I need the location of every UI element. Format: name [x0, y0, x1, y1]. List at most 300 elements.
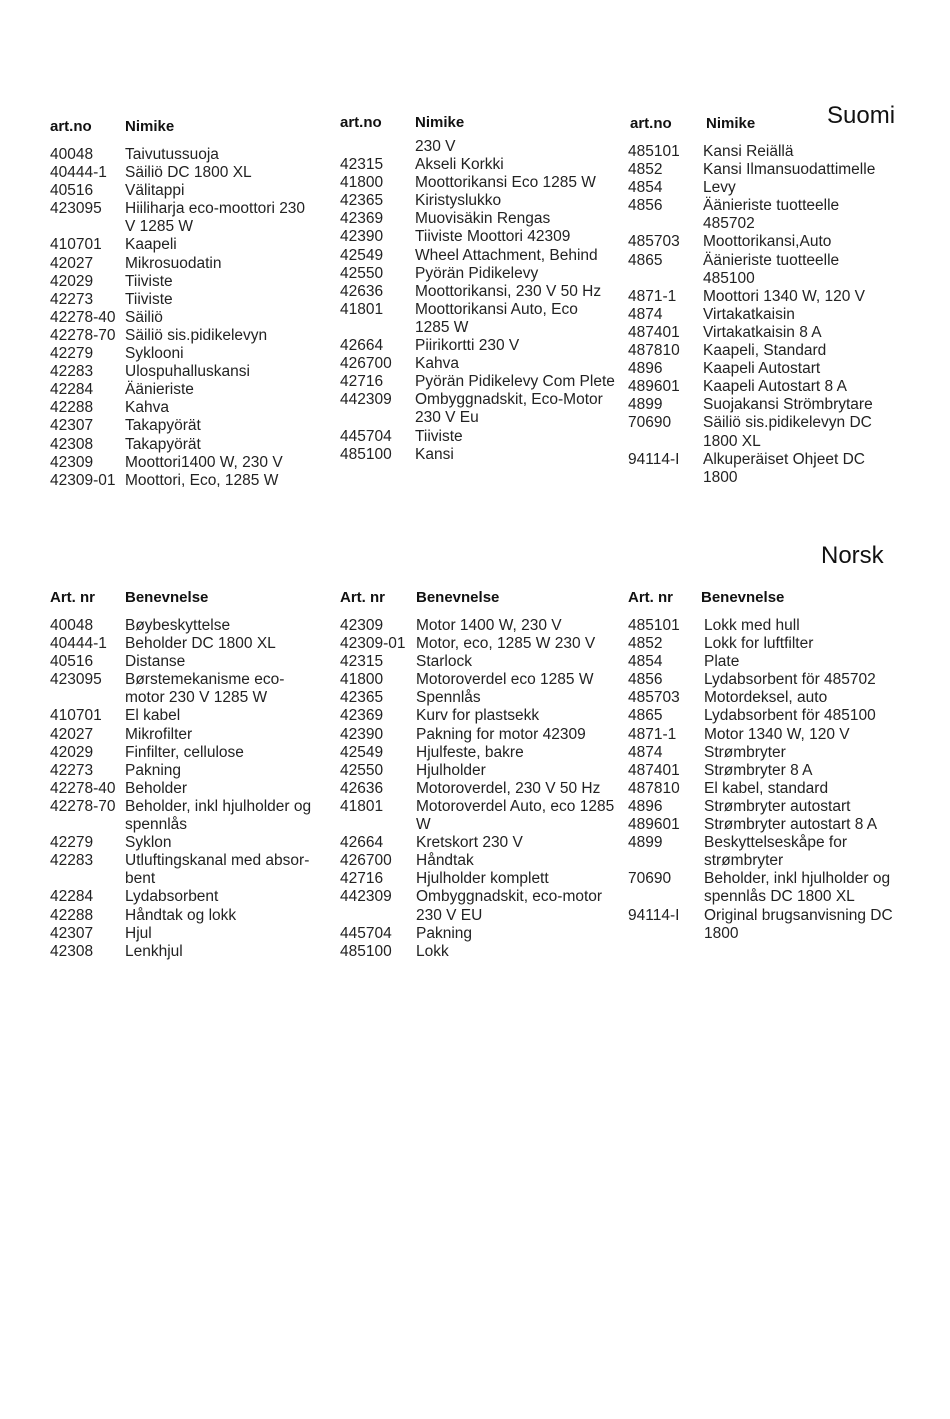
article-number: 4874 — [628, 305, 663, 323]
list-item — [628, 396, 893, 414]
list-item — [50, 291, 310, 309]
part-name: Hjulfeste, bakre — [416, 743, 524, 761]
article-number: 489601 — [628, 378, 680, 396]
article-number: 40444-1 — [50, 164, 107, 182]
part-name: Säiliö — [125, 308, 163, 326]
part-name: Beholder — [125, 779, 188, 797]
list-item — [628, 798, 893, 816]
parts-list — [340, 156, 615, 464]
part-name: Motoroverdel eco 1285 W — [416, 671, 594, 689]
list-item — [628, 451, 893, 487]
part-name: Säiliö sis.pidikelevyn — [125, 326, 268, 344]
part-name: El kabel, standard — [704, 779, 829, 797]
part-name: Virtakatkaisin 8 A — [703, 323, 822, 341]
list-item — [50, 852, 312, 888]
article-number: 426700 — [340, 355, 392, 373]
list-item — [340, 653, 615, 671]
article-number: 4871-1 — [628, 725, 677, 743]
list-item — [628, 143, 893, 161]
article-number: 42029 — [50, 743, 94, 761]
part-name: Motordeksel, auto — [704, 689, 828, 707]
part-name: Pyörän Pidikelevy Com Plete — [415, 373, 615, 391]
part-name: Kansi Reiällä — [703, 143, 794, 160]
article-number: 4874 — [628, 743, 663, 761]
part-name: Moottori, Eco, 1285 W — [125, 471, 279, 489]
article-number: 4865 — [628, 251, 663, 269]
parts-list — [50, 146, 310, 490]
article-number: 42315 — [340, 653, 384, 671]
list-item — [340, 726, 615, 744]
article-number: 4854 — [628, 653, 663, 671]
part-name: Moottorikansi, 230 V 50 Hz — [415, 282, 602, 300]
part-name: Beholder DC 1800 XL — [125, 635, 276, 653]
part-name: Lenkhjul — [125, 942, 183, 960]
part-name: Moottori1400 W, 230 V — [125, 453, 283, 471]
list-item — [628, 197, 893, 233]
article-number: 487401 — [628, 761, 680, 779]
list-item — [50, 182, 310, 200]
part-name: Mikrosuodatin — [125, 254, 222, 272]
part-name: Kaapeli Autostart 8 A — [703, 378, 847, 396]
list-item — [50, 236, 310, 254]
list-item — [628, 689, 893, 707]
article-number: 42636 — [340, 282, 384, 300]
article-number: 4899 — [628, 834, 663, 852]
list-item — [628, 816, 893, 834]
list-item — [50, 454, 310, 472]
article-number: 42279 — [50, 345, 94, 363]
article-number: 410701 — [50, 707, 102, 725]
list-item — [50, 726, 312, 744]
part-name: Pakning for motor 42309 — [416, 725, 586, 743]
part-name: Beholder, inkl hjulholder og spennlås DC 1800 XL — [704, 870, 891, 906]
header-art-no: Art. nr — [340, 589, 385, 606]
list-item — [628, 780, 893, 798]
list-item — [340, 762, 615, 780]
article-number: 4865 — [628, 707, 663, 725]
part-name: Äänieriste tuotteelle 485702 — [703, 197, 840, 233]
article-number: 70690 — [628, 870, 672, 888]
part-name: Beskyttelseskåpe for strømbryter — [704, 834, 848, 870]
part-name: Välitappi — [125, 182, 185, 200]
list-item — [628, 252, 893, 288]
article-number: 94114-I — [628, 450, 680, 468]
article-number: 41800 — [340, 671, 384, 689]
part-name: Säiliö sis.pidikelevyn DC 1800 XL — [703, 414, 872, 450]
article-number: 42369 — [340, 210, 384, 228]
norsk-column-1 — [50, 589, 312, 961]
part-name: Lokk for luftfilter — [704, 635, 814, 653]
article-number: 42273 — [50, 290, 94, 308]
list-item — [340, 744, 615, 762]
part-name: Pakning — [125, 761, 182, 779]
list-item — [340, 192, 615, 210]
article-number: 41801 — [340, 797, 384, 815]
list-item — [340, 446, 615, 464]
article-number: 42283 — [50, 363, 94, 381]
article-number: 42027 — [50, 725, 94, 743]
list-item — [628, 671, 893, 689]
header-name: Benevnelse — [701, 589, 785, 606]
list-item — [628, 179, 893, 197]
norsk-column-3 — [628, 589, 893, 943]
list-item — [340, 671, 615, 689]
article-number: 40444-1 — [50, 635, 107, 653]
part-name: Motor 1400 W, 230 V — [416, 617, 562, 634]
list-item — [340, 925, 615, 943]
article-number: 4852 — [628, 161, 663, 179]
header-name: Benevnelse — [125, 589, 209, 606]
column-header — [628, 115, 893, 137]
list-item — [50, 200, 310, 236]
article-number: 42288 — [50, 399, 94, 417]
part-name: Strømbryter — [704, 743, 786, 761]
list-item — [628, 414, 893, 450]
list-item — [628, 762, 893, 780]
part-name: Kurv for plastsekk — [416, 707, 540, 725]
article-number: 487810 — [628, 342, 680, 360]
parts-list — [628, 617, 893, 943]
list-item — [340, 301, 615, 337]
part-name: Pyörän Pidikelevy — [415, 264, 539, 282]
article-number: 42309 — [50, 453, 94, 471]
list-item — [340, 373, 615, 391]
part-name: Kahva — [125, 399, 169, 417]
section-title-norsk: Norsk — [821, 542, 884, 569]
part-name: Hjul — [125, 924, 152, 942]
parts-list — [628, 143, 893, 487]
article-number: 42549 — [340, 743, 384, 761]
part-name: Moottorikansi,Auto — [703, 233, 832, 251]
suomi-column-2 — [340, 114, 615, 464]
article-number: 42309 — [340, 617, 384, 634]
list-item — [50, 707, 312, 725]
article-number: 423095 — [50, 671, 102, 689]
suomi-column-3 — [628, 115, 893, 487]
continued-text: 230 V — [415, 138, 456, 155]
list-item — [50, 834, 312, 852]
part-name: Hjulholder komplett — [416, 870, 549, 888]
article-number: 42307 — [50, 924, 94, 942]
list-item — [340, 635, 615, 653]
list-item — [50, 762, 312, 780]
part-name: Säiliö DC 1800 XL — [125, 164, 252, 182]
article-number: 42664 — [340, 834, 384, 852]
part-name: Muovisäkin Rengas — [415, 210, 551, 228]
article-number: 42278-70 — [50, 326, 116, 344]
article-number: 42278-70 — [50, 797, 116, 815]
article-number: 489601 — [628, 816, 680, 834]
article-number: 42664 — [340, 337, 384, 355]
list-item — [340, 870, 615, 888]
article-number: 42716 — [340, 373, 384, 391]
part-name: Äänieriste — [125, 381, 194, 399]
list-item — [50, 943, 312, 961]
column-header — [340, 114, 615, 136]
part-name: Tiiviste — [125, 272, 173, 290]
part-name: Tiiviste — [415, 427, 463, 445]
part-name: Original brugsanvisning DC 1800 — [704, 906, 893, 942]
column-header — [50, 118, 310, 140]
list-item — [50, 436, 310, 454]
parts-list — [50, 617, 312, 961]
header-art-no: Art. nr — [628, 589, 673, 606]
article-number: 4896 — [628, 360, 663, 378]
column-header — [50, 589, 312, 611]
article-number: 485100 — [340, 942, 392, 960]
article-number: 42390 — [340, 228, 384, 246]
article-number: 42278-40 — [50, 308, 116, 326]
part-name: Spennlås — [416, 689, 481, 707]
article-number: 42273 — [50, 761, 94, 779]
suomi-column-1 — [50, 118, 310, 490]
part-name: Strømbryter autostart 8 A — [704, 816, 878, 834]
list-item — [340, 391, 615, 427]
list-item — [340, 707, 615, 725]
part-name: Ulospuhalluskansi — [125, 363, 250, 381]
part-name: Tiiviste — [125, 290, 173, 308]
parts-list — [340, 617, 615, 961]
article-number: 42284 — [50, 888, 94, 906]
part-name: El kabel — [125, 707, 181, 725]
part-name: Akseli Korkki — [415, 156, 504, 174]
article-number: 42278-40 — [50, 779, 116, 797]
list-item — [340, 210, 615, 228]
list-item — [628, 342, 893, 360]
article-number: 42029 — [50, 272, 94, 290]
article-number: 42308 — [50, 942, 94, 960]
article-number: 410701 — [50, 236, 102, 254]
list-item — [50, 653, 312, 671]
article-number: 42549 — [340, 246, 384, 264]
header-art-no: Art. nr — [50, 589, 95, 606]
article-number: 4856 — [628, 671, 663, 689]
part-name: Syklon — [125, 834, 172, 852]
part-name: Levy — [703, 179, 736, 197]
list-item — [628, 324, 893, 342]
article-number: 42279 — [50, 834, 94, 852]
list-item — [340, 428, 615, 446]
list-item — [50, 345, 310, 363]
part-name: Lydabsorbent — [125, 888, 219, 906]
list-item — [340, 174, 615, 192]
part-name: Utluftingskanal med absor-bent — [125, 852, 310, 888]
list-item — [50, 925, 312, 943]
header-name: Nimike — [415, 114, 465, 131]
part-name: Finfilter, cellulose — [125, 743, 244, 761]
article-number: 42284 — [50, 381, 94, 399]
part-name: Børstemekanisme eco-motor 230 V 1285 W — [125, 671, 285, 707]
part-name: Starlock — [416, 653, 472, 671]
list-item — [340, 247, 615, 265]
article-number: 42716 — [340, 870, 384, 888]
part-name: Lydabsorbent för 485702 — [704, 671, 876, 689]
part-name: Kaapeli Autostart — [703, 360, 821, 378]
article-number: 442309 — [340, 888, 392, 906]
header-art-no: art.no — [340, 114, 382, 131]
header-name: Benevnelse — [416, 589, 500, 606]
column-header — [628, 589, 893, 611]
article-number: 4854 — [628, 179, 663, 197]
list-item — [50, 617, 312, 635]
part-name: Plate — [704, 653, 740, 671]
list-item — [628, 726, 893, 744]
part-name: Mikrofilter — [125, 725, 193, 743]
article-number: 445704 — [340, 427, 392, 445]
list-item — [50, 417, 310, 435]
part-name: Virtakatkaisin — [703, 305, 795, 323]
list-item — [340, 943, 615, 961]
list-item — [50, 255, 310, 273]
article-number: 42636 — [340, 779, 384, 797]
part-name: Suojakansi Strömbrytare — [703, 396, 873, 414]
part-name: Kiristyslukko — [415, 192, 502, 210]
article-number: 42308 — [50, 435, 94, 453]
list-item — [50, 798, 312, 834]
article-number: 423095 — [50, 200, 102, 218]
part-name: Wheel Attachment, Behind — [415, 246, 598, 264]
part-name: Kansi Ilmansuodattimelle — [703, 161, 876, 179]
article-number: 487810 — [628, 779, 680, 797]
article-number: 42369 — [340, 707, 384, 725]
part-name: Kahva — [415, 355, 459, 373]
article-number: 42307 — [50, 417, 94, 435]
part-name: Alkuperäiset Ohjeet DC 1800 — [703, 450, 865, 486]
article-number: 4871-1 — [628, 287, 677, 305]
article-number: 42365 — [340, 192, 384, 210]
list-item — [340, 888, 615, 924]
list-item — [628, 744, 893, 762]
list-item — [340, 355, 615, 373]
list-item — [340, 283, 615, 301]
list-item — [50, 273, 310, 291]
list-item — [50, 780, 312, 798]
part-name: Taivutussuoja — [125, 146, 219, 163]
article-number: 41801 — [340, 300, 384, 318]
part-name: Ombyggnadskit, Eco-Motor 230 V Eu — [415, 391, 603, 427]
part-name: Motor 1340 W, 120 V — [704, 725, 850, 743]
list-item — [340, 617, 615, 635]
list-item — [628, 653, 893, 671]
part-name: Bøybeskyttelse — [125, 617, 231, 634]
list-item — [50, 327, 310, 345]
article-number: 40048 — [50, 617, 94, 634]
list-item — [50, 381, 310, 399]
article-number: 4852 — [628, 635, 663, 653]
list-item — [340, 156, 615, 174]
article-number: 487401 — [628, 323, 680, 341]
part-name: Tiiviste Moottori 42309 — [415, 228, 571, 246]
list-item — [628, 870, 893, 906]
part-name: Kretskort 230 V — [416, 834, 523, 852]
list-item — [340, 265, 615, 283]
list-item — [50, 363, 310, 381]
part-name: Moottorikansi Auto, Eco 1285 W — [415, 300, 578, 336]
list-item — [628, 834, 893, 870]
list-item — [50, 888, 312, 906]
header-art-no: art.no — [50, 118, 92, 135]
part-name: Syklooni — [125, 345, 184, 363]
article-number: 70690 — [628, 414, 672, 432]
list-item — [628, 617, 893, 635]
part-name: Motor, eco, 1285 W 230 V — [416, 635, 596, 653]
list-item — [628, 635, 893, 653]
article-number: 485101 — [628, 617, 680, 634]
part-name: Lydabsorbent för 485100 — [704, 707, 876, 725]
list-item — [628, 378, 893, 396]
part-name: Kansi — [415, 445, 454, 463]
list-item — [628, 233, 893, 251]
header-art-no: art.no — [630, 115, 672, 132]
list-item — [50, 635, 312, 653]
list-item — [50, 671, 312, 707]
part-name: Motoroverdel Auto, eco 1285 W — [416, 797, 615, 834]
article-number: 426700 — [340, 852, 392, 870]
part-name: Motoroverdel, 230 V 50 Hz — [416, 779, 601, 797]
article-number: 94114-I — [628, 906, 680, 924]
part-name: Distanse — [125, 653, 186, 671]
list-item — [340, 689, 615, 707]
list-item — [340, 780, 615, 798]
list-item — [340, 228, 615, 246]
article-number: 42283 — [50, 852, 94, 870]
part-name: Lokk med hull — [704, 617, 800, 634]
article-number: 42288 — [50, 906, 94, 924]
list-item — [340, 798, 615, 834]
part-name: Håndtak — [416, 852, 474, 870]
article-number: 42365 — [340, 689, 384, 707]
list-item — [50, 309, 310, 327]
article-number: 40516 — [50, 653, 94, 671]
part-name: Piirikortti 230 V — [415, 337, 520, 355]
column-header — [340, 589, 615, 611]
part-name: Ombyggnadskit, eco-motor 230 V EU — [416, 888, 603, 924]
part-name: Lokk — [416, 942, 449, 960]
list-item — [628, 707, 893, 725]
article-number: 4899 — [628, 396, 663, 414]
article-number: 4896 — [628, 797, 663, 815]
article-number: 42550 — [340, 761, 384, 779]
article-number: 42315 — [340, 156, 384, 174]
article-number: 40048 — [50, 146, 94, 163]
part-name: Strømbryter 8 A — [704, 761, 813, 779]
article-number: 485703 — [628, 233, 680, 251]
article-number: 485101 — [628, 143, 680, 160]
part-name: Takapyörät — [125, 435, 201, 453]
norsk-column-2 — [340, 589, 615, 961]
article-number: 42027 — [50, 254, 94, 272]
part-name: Beholder, inkl hjulholder og spennlås — [125, 797, 312, 834]
list-item — [50, 472, 310, 490]
part-name: Kaapeli, Standard — [703, 342, 827, 360]
article-number: 42309-01 — [340, 635, 406, 653]
list-item — [50, 399, 310, 417]
part-name: Strømbryter autostart — [704, 797, 851, 815]
article-number: 442309 — [340, 391, 392, 409]
article-number: 4856 — [628, 197, 663, 215]
list-item — [50, 744, 312, 762]
part-name: Kaapeli — [125, 236, 177, 254]
list-item — [628, 288, 893, 306]
header-name: Nimike — [706, 115, 756, 132]
article-number: 42309-01 — [50, 471, 116, 489]
article-number: 41800 — [340, 174, 384, 192]
part-name: Håndtak og lokk — [125, 906, 237, 924]
list-item — [50, 146, 310, 164]
list-item — [50, 164, 310, 182]
list-item — [340, 852, 615, 870]
part-name: Hjulholder — [416, 761, 486, 779]
